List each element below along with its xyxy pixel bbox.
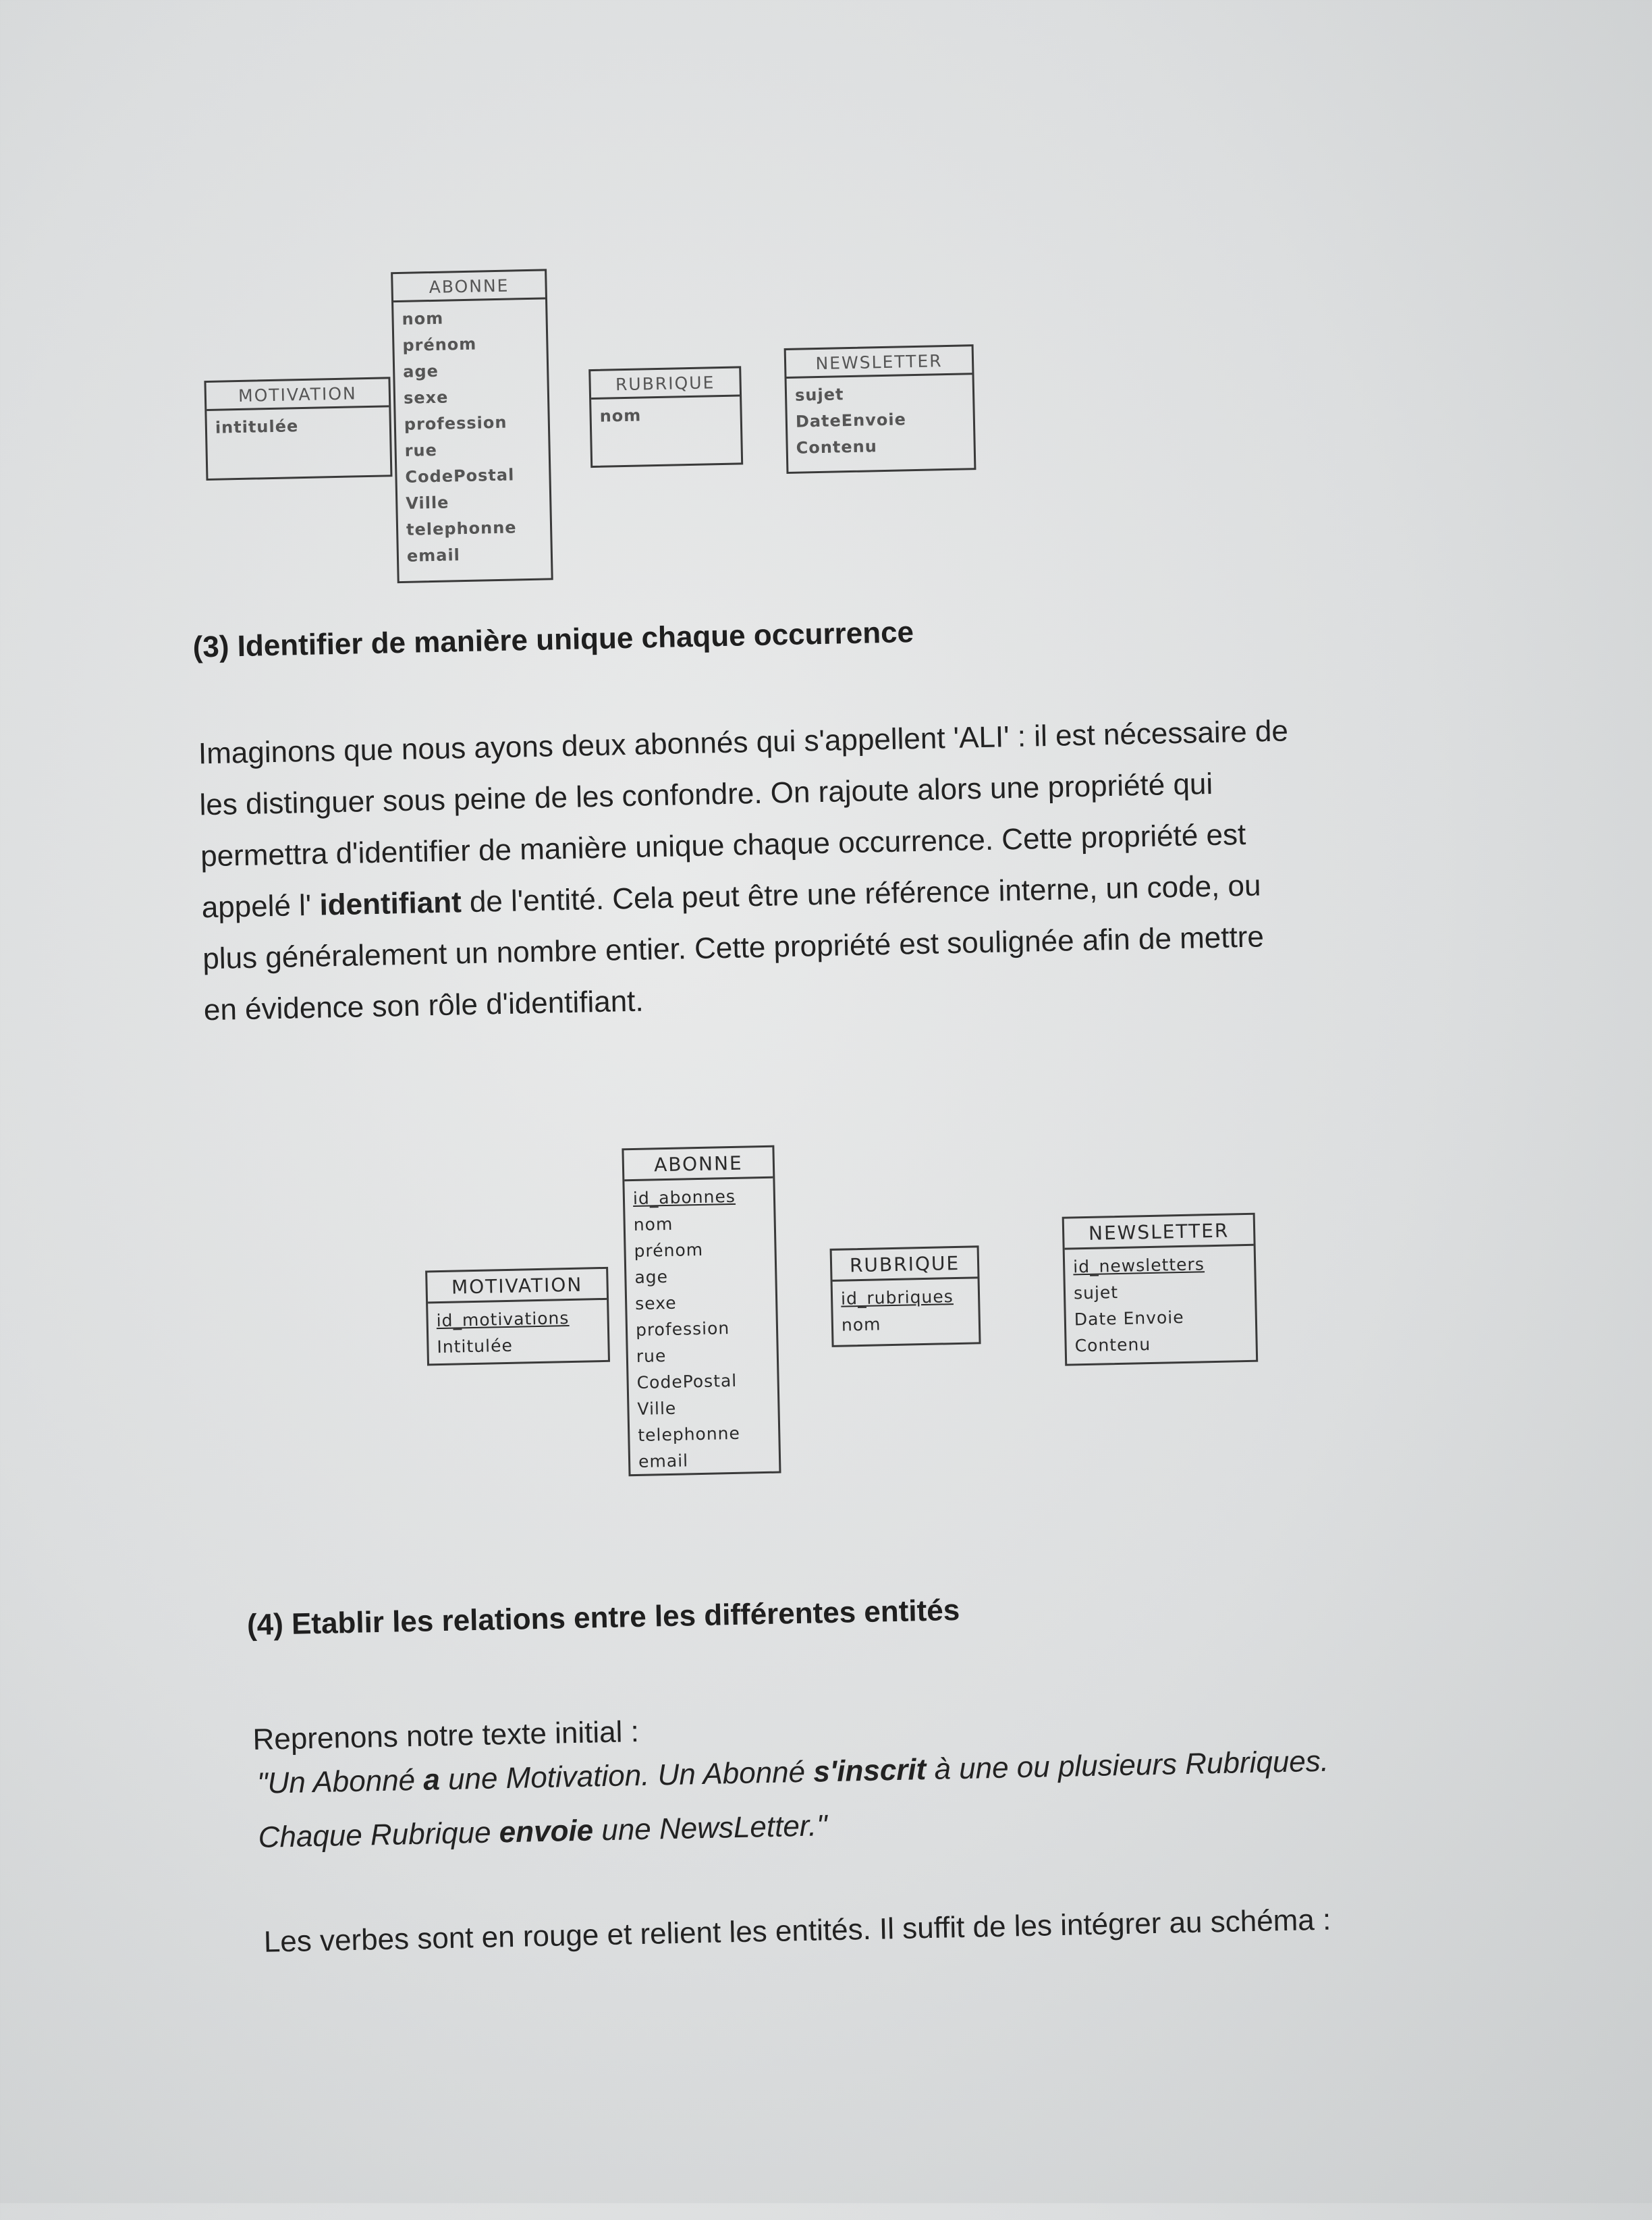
paragraph-line: plus généralement un nombre entier. Cette propriété est soulignée afin de mettre	[202, 920, 1265, 976]
entity-field: sujet	[794, 385, 844, 405]
section-4-intro: Reprenons notre texte initial :	[252, 1715, 640, 1756]
entity-field: Ville	[406, 493, 449, 513]
entity-motivation-with-id	[425, 1267, 610, 1366]
entity-field: age	[402, 361, 439, 381]
entity-field: nom	[402, 308, 444, 329]
entity-field: profession	[635, 1318, 730, 1340]
entity-field: telephonne	[637, 1423, 741, 1445]
section-3-heading: (3) Identifier de manière unique chaque occurrence	[192, 616, 914, 664]
entity-field: Contenu	[796, 437, 878, 458]
entity-field: DateEnvoie	[795, 410, 907, 431]
entity-title: RUBRIQUE	[590, 368, 740, 400]
text-run: à une ou plusieurs Rubriques.	[925, 1744, 1329, 1787]
entity-abonne-with-id	[622, 1145, 781, 1477]
entity-field: sexe	[634, 1293, 677, 1314]
entity-newsletter	[784, 344, 976, 474]
text-run: Chaque Rubrique	[258, 1816, 500, 1854]
paragraph-line: Imaginons que nous ayons deux abonnés qui s'appellent 'ALI' : il est nécessaire de	[198, 714, 1289, 771]
entity-identifier: id_abonnes	[632, 1186, 736, 1209]
text-run: "Un Abonné	[256, 1763, 424, 1800]
section-4-closing: Les verbes sont en rouge et relient les entités. Il suffit de les intégrer au schéma :	[263, 1903, 1331, 1959]
entity-field: prénom	[634, 1239, 704, 1262]
entity-field: CodePostal	[636, 1370, 738, 1392]
entity-field: rue	[636, 1346, 667, 1366]
entity-field: rue	[404, 440, 438, 460]
paragraph-line: permettra d'identifier de manière unique chaque occurrence. Cette propriété est	[200, 817, 1246, 873]
quote-line-2	[258, 1809, 827, 1855]
entity-field: intitulée	[215, 416, 299, 437]
entity-field: profession	[404, 412, 507, 434]
text-run: une Motivation. Un Abonné	[439, 1755, 814, 1797]
entity-field: age	[634, 1266, 669, 1287]
verb-envoie: envoie	[499, 1814, 594, 1849]
entity-field: prénom	[402, 334, 477, 355]
paragraph-line: en évidence son rôle d'identifiant.	[203, 984, 644, 1027]
section-4-heading: (4) Etablir les relations entre les différentes entités	[246, 1594, 960, 1642]
verb-a: a	[422, 1763, 441, 1797]
entity-identifier: id_rubriques	[840, 1287, 954, 1309]
entity-newsletter-with-id	[1062, 1213, 1259, 1366]
entity-title: MOTIVATION	[427, 1269, 607, 1304]
entity-title: NEWSLETTER	[786, 346, 972, 379]
entity-field: CodePostal	[405, 465, 515, 487]
entity-title: ABONNE	[393, 271, 545, 302]
entity-field: sexe	[403, 387, 449, 408]
entity-field: Ville	[637, 1398, 677, 1419]
entity-field: telephonne	[406, 518, 517, 539]
entity-field: email	[406, 545, 461, 566]
entity-field: nom	[599, 406, 642, 426]
entity-identifier: id_newsletters	[1072, 1254, 1205, 1277]
entity-title: RUBRIQUE	[832, 1247, 978, 1281]
entity-field: nom	[841, 1314, 881, 1335]
entity-field: Contenu	[1074, 1334, 1151, 1356]
verb-sinscrit: s'inscrit	[813, 1753, 927, 1789]
term-identifiant: identifiant	[319, 886, 462, 922]
entity-field: Date Envoie	[1074, 1307, 1184, 1330]
entity-abonne	[391, 269, 553, 583]
text-run: de l'entité. Cela peut être une référence interne, un code, ou	[461, 869, 1261, 919]
entity-field: Intitulée	[437, 1335, 514, 1357]
entity-field: sujet	[1073, 1282, 1119, 1303]
text-run: une NewsLetter."	[593, 1809, 828, 1847]
entity-identifier: id_motivations	[436, 1308, 570, 1331]
text-run: appelé l'	[201, 888, 321, 925]
entity-field: nom	[633, 1214, 673, 1235]
paragraph-line: les distinguer sous peine de les confondre. On rajoute alors une propriété qui	[199, 767, 1213, 822]
entity-title: NEWSLETTER	[1064, 1215, 1254, 1250]
entity-title: MOTIVATION	[206, 379, 389, 411]
entity-rubrique	[588, 366, 743, 468]
section-3-paragraph	[198, 702, 1459, 1036]
entity-motivation	[204, 377, 392, 481]
entity-title: ABONNE	[624, 1147, 773, 1182]
entity-rubrique-with-id	[830, 1245, 981, 1347]
entity-field: email	[638, 1451, 689, 1471]
